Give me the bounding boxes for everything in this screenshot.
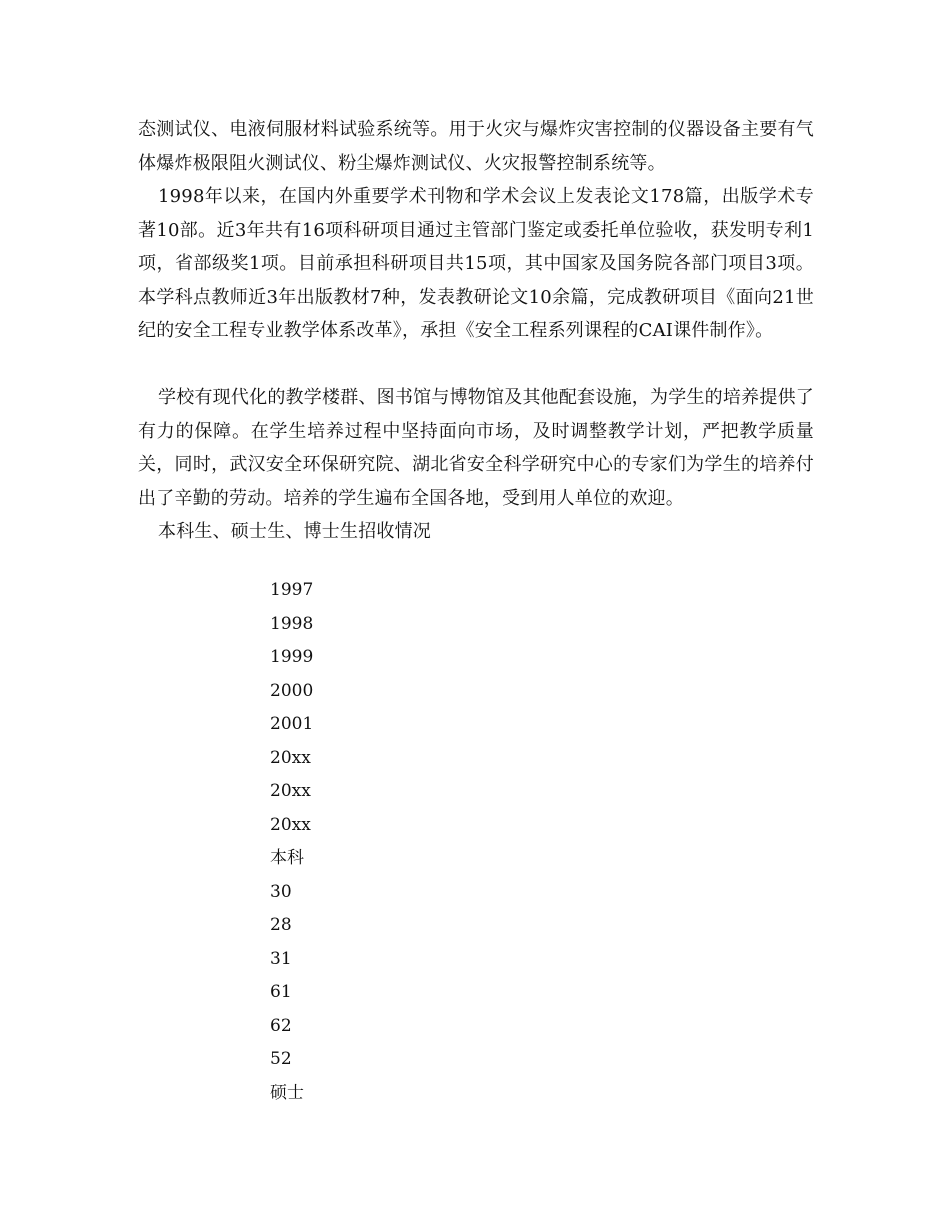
table-cell: 1999 (270, 647, 314, 667)
table-caption: 本科生、硕士生、博士生招收情况 (158, 521, 431, 542)
table-cell: 本科 (270, 848, 304, 868)
table-cell: 1997 (270, 580, 314, 600)
table-cell: 2000 (270, 680, 314, 701)
table-cell: 硕士 (270, 1082, 304, 1103)
table-cell: 61 (270, 982, 292, 1002)
table-cell: 20xx (270, 814, 311, 835)
table-cell: 62 (270, 1015, 292, 1036)
table-cell: 28 (270, 915, 292, 935)
paragraph-research: 1998年以来，在国内外重要学术刊物和学术会议上发表论文178篇，出版学术专著10部。近3年共有16项科研项目通过主管部门鉴定或委托单位验收，获发明专利1项，省部级奖1项。目前承担科研项目共15项，其中国家及国务院各部门项目3项。本学科点教师近3年出版教材7种，发表教研论文10余篇，完成教研项目《面向21世纪的安全工程专业教学体系改革》，承担《安全工程系列课程的CAI课件制作》。 (138, 186, 814, 341)
table-cell: 31 (270, 948, 292, 969)
table-cell: 20xx (270, 781, 311, 801)
table-cell: 2001 (270, 714, 314, 734)
table-cell: 30 (270, 881, 292, 902)
table-cell: 20xx (270, 747, 311, 768)
paragraph-facilities: 学校有现代化的教学楼群、图书馆与博物馆及其他配套设施，为学生的培养提供了有力的保障。在学生培养过程中坚持面向市场，及时调整教学计划，严把教学质量关，同时，武汉安全环保研究院、湖北省安全科学研究中心的专家们为学生的培养付出了辛勤的劳动。培养的学生遍布全国各地，受到用人单位的欢迎。 (138, 387, 814, 509)
table-cell: 52 (270, 1049, 292, 1069)
paragraph-equipment: 态测试仪、电液伺服材料试验系统等。用于火灾与爆炸灾害控制的仪器设备主要有气体爆炸极限阻火测试仪、粉尘爆炸测试仪、火灾报警控制系统等。 (138, 119, 814, 174)
table-cell: 1998 (270, 613, 314, 634)
enrollment-table-cells (270, 574, 313, 1110)
